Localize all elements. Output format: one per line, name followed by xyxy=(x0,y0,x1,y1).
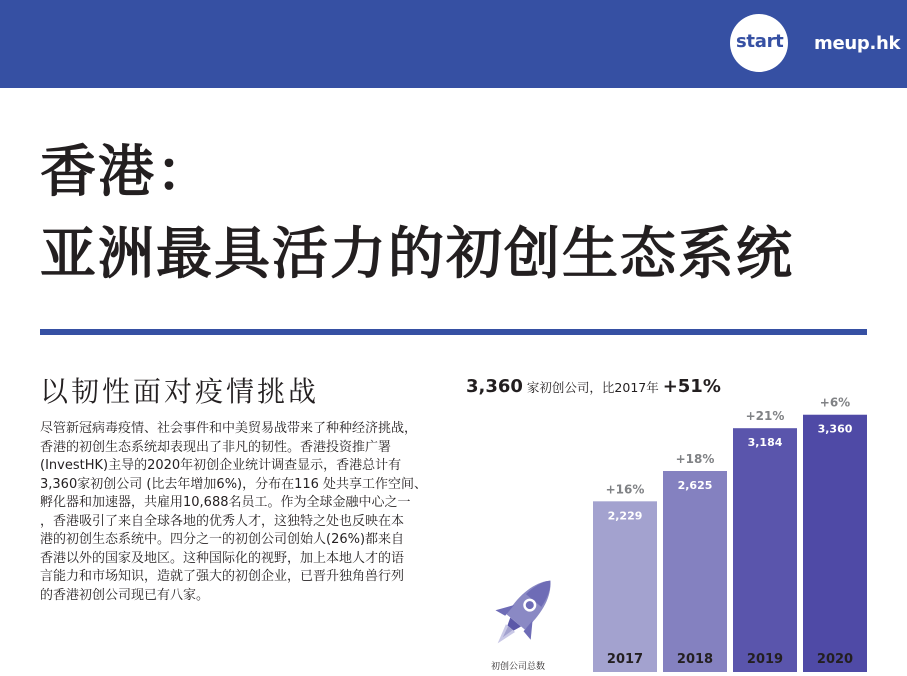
rocket-icon xyxy=(484,567,564,657)
section-heading: 以韧性面对疫情挑战 xyxy=(40,375,320,408)
body-line: 言能力和市场知识，造就了强大的初创企业，已晋升独角兽行列 xyxy=(40,569,405,584)
body-line: (InvestHK)主导的2020年初创企业统计调查显示，香港总计有 xyxy=(40,458,402,473)
value-label-2020: 3,360 xyxy=(817,422,853,436)
bar-2018 xyxy=(663,471,727,672)
chart-header-text: 家初创公司，比2017年 xyxy=(522,380,663,395)
body-line: 香港以外的国家及地区。这种国际化的视野，加上本地人才的语 xyxy=(40,550,405,566)
bar-2020 xyxy=(803,415,867,672)
category-label-2018: 2018 xyxy=(676,652,714,667)
bar-2019 xyxy=(733,428,797,672)
value-label-2019: 3,184 xyxy=(747,436,783,450)
logo-start-text: start xyxy=(736,31,784,52)
category-label-2019: 2019 xyxy=(746,652,784,667)
title-line-2: 亚洲最具活力的初创生态系统 xyxy=(40,222,794,287)
body-line: ，香港吸引了来自全球各地的优秀人才，这独特之处也反映在本 xyxy=(40,513,405,529)
growth-since-2017: +51% xyxy=(662,376,721,397)
value-label-2018: 2,625 xyxy=(677,479,713,492)
body-line: 孵化器和加速器，共雇用10,688名员工。作为全球金融中心之一 xyxy=(40,495,411,510)
growth-label-2017: +16% xyxy=(605,482,645,497)
bar-2017 xyxy=(593,501,657,672)
value-label-2017: 2,229 xyxy=(607,509,643,523)
startup-count: 3,360 xyxy=(466,376,523,397)
growth-label-2018: +18% xyxy=(675,452,715,466)
category-label-2017: 2017 xyxy=(606,652,644,667)
growth-label-2019: +21% xyxy=(745,409,785,424)
body-line: 香港的初创生态系统却表现出了非凡的韧性。香港投资推广署 xyxy=(40,439,392,455)
body-line: 的香港初创公司现已有八家。 xyxy=(40,587,210,603)
growth-label-2020: +6% xyxy=(819,395,851,410)
logo-domain-text: meup.hk xyxy=(814,32,901,54)
body-line: 3,360家初创公司 (比去年增加6%)，分布在116 处共享工作空间、 xyxy=(40,476,428,492)
category-label-2020: 2020 xyxy=(816,652,854,667)
chart-caption: 初创公司总数 xyxy=(491,662,546,672)
body-line: 尽管新冠病毒疫情、社会事件和中美贸易战带来了种种经济挑战， xyxy=(40,421,418,436)
title-line-1: 香港： xyxy=(40,140,214,205)
body-line: 港的初创生态系统中。四分之一的初创公司创始人(26%)都来自 xyxy=(40,532,405,547)
